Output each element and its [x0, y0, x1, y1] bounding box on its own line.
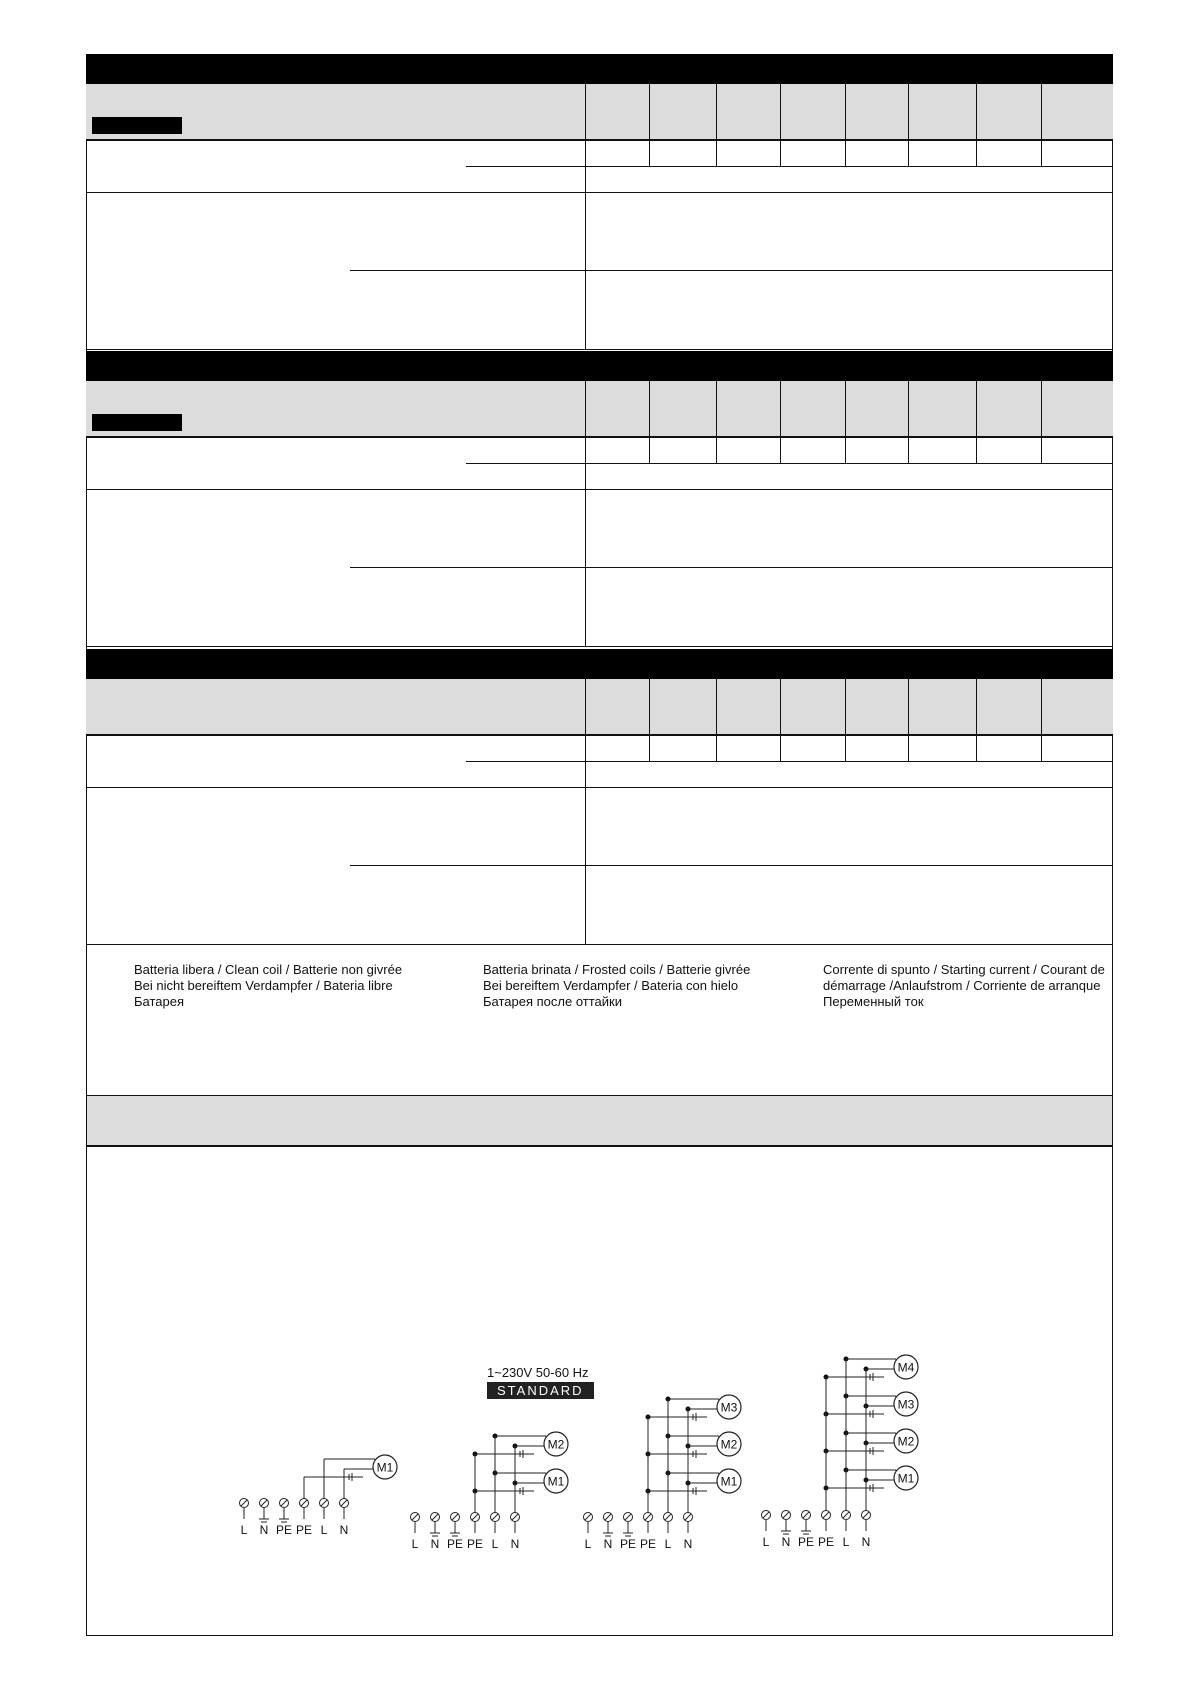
- motor-label: M3: [897, 1397, 915, 1412]
- motor-label: M1: [547, 1474, 565, 1489]
- legend-starting-current: Corrente di spunto / Starting current / Courant de démarrage /Anlaufstrom / Corriente de arranque Переменный ток: [823, 962, 1105, 1009]
- terminal-label: L: [491, 1537, 499, 1551]
- legend-clean-coil: Batteria libera / Clean coil / Batterie non givrée Bei nicht bereiftem Verdampfer / Bateria libre Батарея: [134, 962, 403, 1009]
- terminal-label: PE: [619, 1537, 637, 1551]
- motor-label: M2: [720, 1437, 738, 1452]
- standard-badge: STANDARD: [487, 1382, 594, 1399]
- motor-label: M1: [897, 1471, 915, 1486]
- terminal-label: L: [411, 1537, 419, 1551]
- terminal-label: N: [683, 1537, 693, 1551]
- terminal-label: PE: [466, 1537, 484, 1551]
- motor-label: M4: [897, 1360, 915, 1375]
- terminal-label: PE: [797, 1535, 815, 1549]
- terminal-label: N: [259, 1523, 269, 1537]
- terminal-label: PE: [275, 1523, 293, 1537]
- motor-label: M1: [720, 1474, 738, 1489]
- terminal-label: PE: [295, 1523, 313, 1537]
- supply-voltage: 1~230V 50-60 Hz: [487, 1365, 589, 1380]
- terminal-label: PE: [817, 1535, 835, 1549]
- terminal-label: PE: [446, 1537, 464, 1551]
- terminal-label: N: [603, 1537, 613, 1551]
- terminal-label: L: [762, 1535, 770, 1549]
- terminal-label: L: [584, 1537, 592, 1551]
- legend-frosted-coils: Batteria brinata / Frosted coils / Batterie givrée Bei bereiftem Verdampfer / Bateria con hielo Батарея после оттайки: [483, 962, 751, 1009]
- terminal-label: N: [510, 1537, 520, 1551]
- motor-label: M2: [897, 1434, 915, 1449]
- terminal-label: N: [339, 1523, 349, 1537]
- motor-label: M2: [547, 1437, 565, 1452]
- motor-label: M3: [720, 1400, 738, 1415]
- terminal-label: N: [861, 1535, 871, 1549]
- terminal-label: PE: [639, 1537, 657, 1551]
- terminal-label: L: [240, 1523, 248, 1537]
- terminal-label: L: [320, 1523, 328, 1537]
- terminal-label: N: [430, 1537, 440, 1551]
- terminal-label: L: [842, 1535, 850, 1549]
- terminal-label: N: [781, 1535, 791, 1549]
- motor-label: M1: [376, 1460, 394, 1475]
- terminal-label: L: [664, 1537, 672, 1551]
